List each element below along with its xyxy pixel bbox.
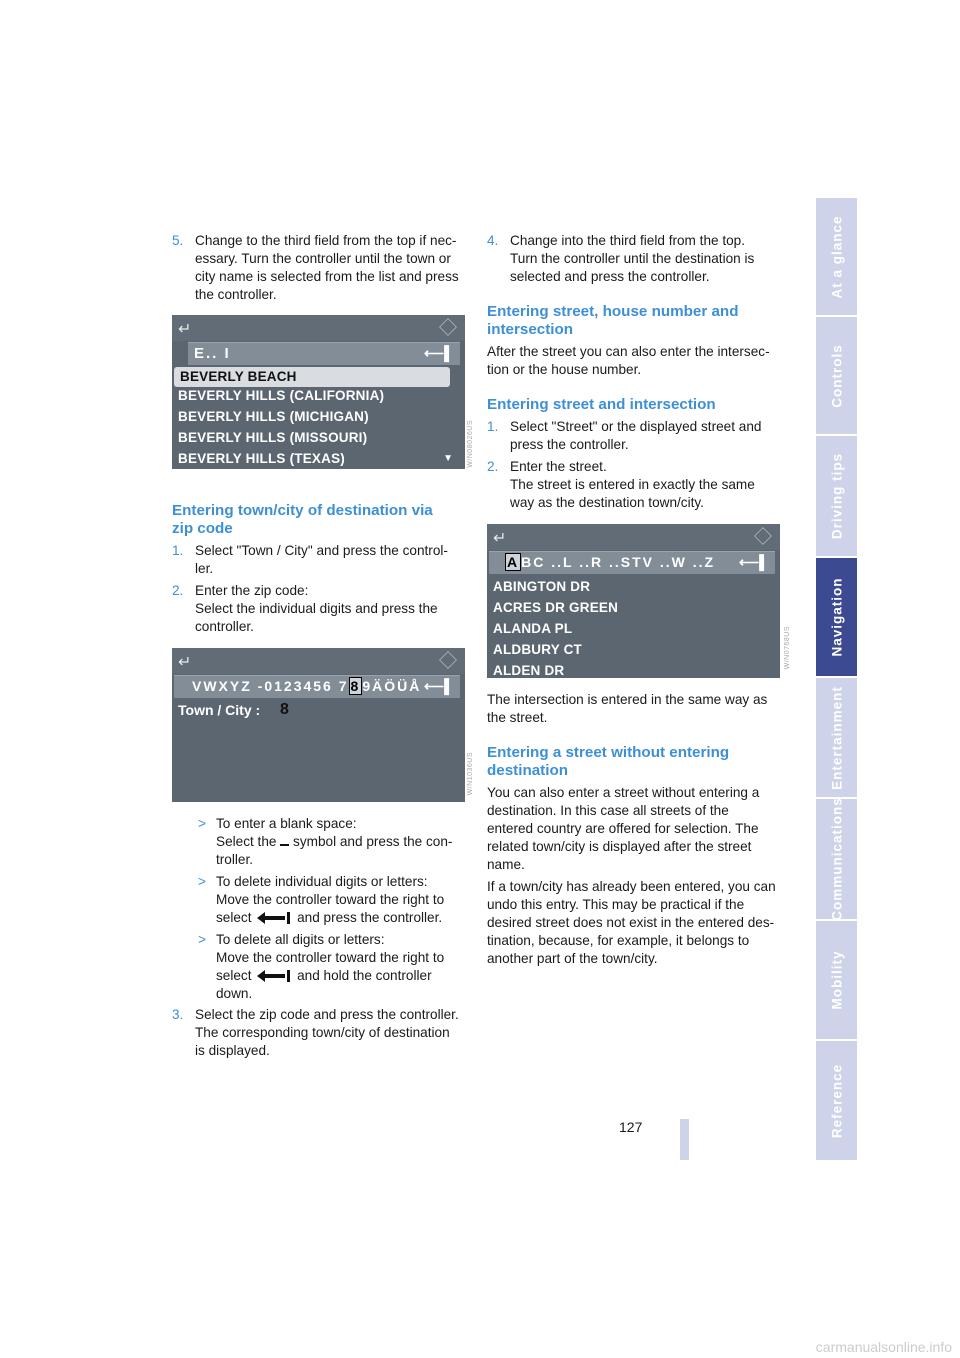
heading-line: destination [487, 762, 569, 779]
bullet-line: Select the [216, 834, 277, 849]
list-item: ALANDA PL [493, 621, 573, 636]
bullet-line: To enter a blank space: [216, 816, 357, 831]
back-arrow-icon: ↵ [178, 321, 192, 338]
controller-icon [754, 527, 772, 545]
bullet-line: troller. [216, 852, 254, 867]
list-item: BEVERLY HILLS (MISSOURI) [178, 430, 368, 445]
para-line: name. [487, 857, 525, 872]
step-text-line: Select "Town / City" and press the control- [195, 543, 448, 558]
bullet-line: To delete all digits or letters: [216, 932, 385, 947]
bullet-marker: > [198, 874, 206, 889]
screen-input-bar [489, 551, 775, 574]
screen-input-bar [188, 342, 460, 365]
list-item: ACRES DR GREEN [493, 600, 619, 615]
town-city-value: 8 [280, 701, 289, 718]
town-city-label: Town / City : [178, 702, 261, 718]
para-line: desired street does not exist in the entered des- [487, 915, 775, 930]
para-line: If a town/city has already been entered, you can [487, 879, 776, 894]
page-marker-bar [680, 1119, 689, 1160]
step-number: 1. [487, 419, 499, 434]
list-item: ALDEN DR [493, 663, 565, 678]
image-code: W/N08026US [467, 420, 474, 468]
back-arrow-icon: ↵ [178, 654, 192, 671]
delete-arrow-icon: ⟵▌ [424, 345, 454, 361]
delete-arrow-icon: ⟵▌ [424, 678, 454, 694]
step-number: 4. [487, 233, 499, 248]
section-heading [487, 396, 716, 414]
tab-at-a-glance[interactable] [816, 198, 857, 317]
list-item: BEVERLY BEACH [180, 369, 297, 384]
paragraph [487, 343, 770, 379]
step-number: 3. [172, 1007, 184, 1022]
tab-reference[interactable] [816, 1041, 857, 1162]
bullet-marker: > [198, 932, 206, 947]
section-heading [487, 744, 729, 780]
tab-communications[interactable] [816, 799, 857, 921]
step-text-line: ler. [195, 561, 214, 576]
tab-label: Driving tips [829, 452, 844, 540]
footer-watermark[interactable]: carmanualsonline.info [815, 1339, 952, 1355]
char-row [505, 554, 715, 570]
para-line: undo this entry. This may be practical if the [487, 897, 745, 912]
tab-label: Entertainment [829, 685, 844, 790]
screen-topbar [172, 648, 465, 674]
back-arrow-icon: ↵ [493, 530, 507, 547]
bullet-marker: > [198, 816, 206, 831]
heading-line: Entering a street without entering [487, 744, 730, 761]
para-line: tion or the house number. [487, 362, 642, 377]
highlighted-item [174, 367, 450, 387]
char-row [192, 678, 421, 694]
tab-label: Navigation [829, 577, 844, 657]
chars-left: VWXYZ -0123456 7 [192, 678, 349, 694]
selected-char: A [507, 554, 520, 570]
step-text-line: controller. [195, 619, 254, 634]
step-text-line: Select the individual digits and press the [195, 601, 438, 616]
step-text-line: essary. Turn the controller until the town or [195, 251, 451, 266]
step-text-line: Change to the third field from the top if nec- [195, 233, 457, 248]
para-line: tination, because, for example, it belongs to [487, 933, 750, 948]
step-text-line: Turn the controller until the destination is [510, 251, 755, 266]
tab-label: Mobility [829, 950, 844, 1010]
paragraph [487, 691, 767, 727]
tab-navigation[interactable] [816, 558, 857, 678]
para-line: related town/city is displayed after the street [487, 839, 752, 854]
paragraph [487, 784, 759, 874]
bullet-line: down. [216, 986, 253, 1001]
page-number: 127 [619, 1119, 643, 1135]
heading-line: Entering street, house number and [487, 303, 739, 320]
step-text-line: city name is selected from the list and press [195, 269, 459, 284]
step-text-line: way as the destination town/city. [510, 495, 704, 510]
list-item: BEVERLY HILLS (MICHIGAN) [178, 409, 369, 424]
tab-label: Communications [829, 797, 844, 921]
paragraph [487, 878, 776, 968]
bullet-line: select [216, 910, 252, 925]
image-code: W/N1036US [467, 752, 474, 796]
input-text: E.. I [194, 345, 231, 362]
bullet-line: symbol and press the con- [293, 834, 453, 849]
step-number: 1. [172, 543, 184, 558]
bullet-line: select [216, 968, 252, 983]
nav-screen-city-list [172, 315, 465, 469]
scroll-down-icon: ▼ [443, 453, 453, 464]
para-line: entered country are offered for selection. The [487, 821, 759, 836]
step-text-line: The street is entered in exactly the same [510, 477, 755, 492]
screen-input-bar [174, 675, 460, 698]
screen-topbar [172, 315, 465, 341]
para-line: the street. [487, 710, 548, 725]
delete-arrow-icon [257, 970, 291, 982]
heading-line: Entering town/city of destination via [172, 502, 433, 519]
step-text-line: Enter the street. [510, 459, 607, 474]
step-text-line: Change into the third field from the top. [510, 233, 746, 248]
tab-mobility[interactable] [816, 921, 857, 1041]
chars-rest: BC ..L ..R ..STV ..W ..Z [521, 554, 716, 570]
list-item: BEVERLY HILLS (CALIFORNIA) [178, 388, 385, 403]
bullet-line: and hold the controller [297, 968, 432, 983]
tab-controls[interactable] [816, 317, 857, 436]
selected-char: 8 [350, 678, 361, 694]
step-text-line: selected and press the controller. [510, 269, 710, 284]
bullet-line: and press the controller. [297, 910, 443, 925]
list-item: ALDBURY CT [493, 642, 582, 657]
list-item: ABINGTON DR [493, 579, 591, 594]
section-heading [487, 303, 738, 339]
underscore-symbol-icon [280, 834, 289, 846]
heading-line: zip code [172, 520, 233, 537]
chars-right: 9ÄÖÜÅ [362, 678, 422, 694]
controller-icon [439, 651, 457, 669]
section-heading [172, 502, 433, 538]
list-item: BEVERLY HILLS (TEXAS) [178, 451, 345, 466]
para-line: another part of the town/city. [487, 951, 658, 966]
bullet-line: To delete individual digits or letters: [216, 874, 428, 889]
nav-screen-street-list [487, 524, 780, 678]
tab-label: Controls [829, 343, 844, 408]
nav-screen-zip-entry [172, 648, 465, 802]
step-text-line: press the controller. [510, 437, 629, 452]
image-code: W/N0768US [784, 626, 791, 670]
bullet-line: Move the controller toward the right to [216, 892, 445, 907]
step-number: 2. [487, 459, 499, 474]
step-text-line: is displayed. [195, 1043, 270, 1058]
tab-driving-tips[interactable] [816, 436, 857, 558]
step-text-line: Select the zip code and press the controller. [195, 1007, 459, 1022]
step-number: 2. [172, 583, 184, 598]
tab-label: At a glance [829, 214, 844, 299]
screen-topbar [487, 524, 780, 550]
step-text-line: Select "Street" or the displayed street and [510, 419, 762, 434]
tab-label: Reference [829, 1063, 844, 1138]
delete-arrow-icon: ⟵▌ [739, 554, 769, 570]
heading-line: intersection [487, 321, 574, 338]
para-line: You can also enter a street without entering a [487, 785, 760, 800]
delete-arrow-icon [257, 912, 291, 924]
heading-line: Entering street and intersection [487, 396, 716, 413]
para-line: After the street you can also enter the intersec- [487, 344, 770, 359]
step-text-line: Enter the zip code: [195, 583, 309, 598]
step-number: 5. [172, 233, 184, 248]
step-text-line: The corresponding town/city of destination [195, 1025, 450, 1040]
para-line: destination. In this case all streets of the [487, 803, 729, 818]
para-line: The intersection is entered in the same way as [487, 692, 768, 707]
controller-icon [439, 318, 457, 336]
step-text-line: the controller. [195, 287, 277, 302]
tab-entertainment[interactable] [816, 678, 857, 799]
bullet-line: Move the controller toward the right to [216, 950, 445, 965]
